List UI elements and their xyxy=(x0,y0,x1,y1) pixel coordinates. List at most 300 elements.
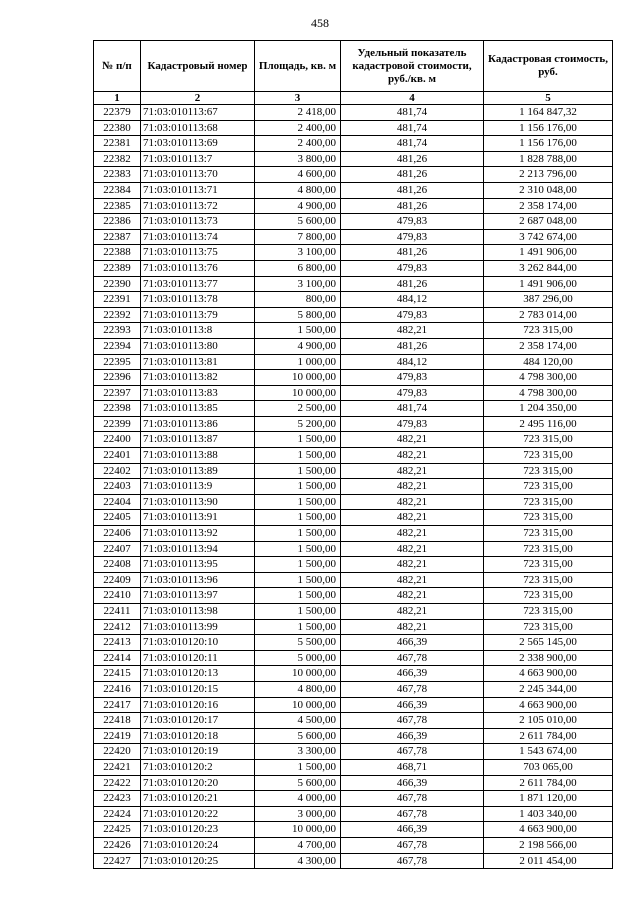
cadastral-value-cell: 2 011 454,00 xyxy=(484,853,613,869)
cadastral-value-cell: 2 338 900,00 xyxy=(484,650,613,666)
row-number-cell: 22402 xyxy=(94,463,141,479)
table-row xyxy=(94,775,613,791)
unit-value-cell: 479,83 xyxy=(341,307,484,323)
unit-value-cell: 482,21 xyxy=(341,588,484,604)
table-row xyxy=(94,401,613,417)
table-row xyxy=(94,385,613,401)
table-row xyxy=(94,370,613,386)
table-row xyxy=(94,276,613,292)
cadastral-number-cell: 71:03:010120:24 xyxy=(141,837,255,853)
table-row xyxy=(94,759,613,775)
area-cell: 4 800,00 xyxy=(255,681,341,697)
table-row xyxy=(94,650,613,666)
area-cell: 4 500,00 xyxy=(255,713,341,729)
column-number: 2 xyxy=(141,92,255,105)
unit-value-cell: 481,74 xyxy=(341,120,484,136)
row-number-cell: 22381 xyxy=(94,136,141,152)
cadastral-value-cell: 723 315,00 xyxy=(484,448,613,464)
cadastral-number-cell: 71:03:010113:8 xyxy=(141,323,255,339)
cadastral-number-cell: 71:03:010113:94 xyxy=(141,541,255,557)
row-number-cell: 22395 xyxy=(94,354,141,370)
row-number-cell: 22380 xyxy=(94,120,141,136)
cadastral-number-cell: 71:03:010120:10 xyxy=(141,635,255,651)
row-number-cell: 22416 xyxy=(94,681,141,697)
table-row xyxy=(94,354,613,370)
cadastral-number-cell: 71:03:010113:81 xyxy=(141,354,255,370)
table-row xyxy=(94,588,613,604)
area-cell: 1 500,00 xyxy=(255,557,341,573)
row-number-cell: 22384 xyxy=(94,182,141,198)
table-row xyxy=(94,479,613,495)
cadastral-number-cell: 71:03:010113:79 xyxy=(141,307,255,323)
table-row xyxy=(94,806,613,822)
cadastral-number-cell: 71:03:010113:72 xyxy=(141,198,255,214)
cadastral-number-cell: 71:03:010113:70 xyxy=(141,167,255,183)
area-cell: 2 400,00 xyxy=(255,136,341,152)
cadastral-value-cell: 723 315,00 xyxy=(484,557,613,573)
cadastral-value-cell: 723 315,00 xyxy=(484,588,613,604)
cadastral-number-cell: 71:03:010113:74 xyxy=(141,229,255,245)
row-number-cell: 22423 xyxy=(94,791,141,807)
cadastral-number-cell: 71:03:010113:76 xyxy=(141,260,255,276)
unit-value-cell: 479,83 xyxy=(341,260,484,276)
area-cell: 1 500,00 xyxy=(255,479,341,495)
cadastral-value-cell: 723 315,00 xyxy=(484,432,613,448)
area-cell: 10 000,00 xyxy=(255,697,341,713)
area-cell: 4 900,00 xyxy=(255,338,341,354)
cadastral-value-cell: 2 565 145,00 xyxy=(484,635,613,651)
cadastral-number-cell: 71:03:010120:19 xyxy=(141,744,255,760)
unit-value-cell: 484,12 xyxy=(341,292,484,308)
row-number-cell: 22420 xyxy=(94,744,141,760)
cadastral-number-cell: 71:03:010120:20 xyxy=(141,775,255,791)
unit-value-cell: 466,39 xyxy=(341,635,484,651)
table-row xyxy=(94,338,613,354)
cadastral-number-cell: 71:03:010113:78 xyxy=(141,292,255,308)
row-number-cell: 22424 xyxy=(94,806,141,822)
row-number-cell: 22411 xyxy=(94,604,141,620)
cadastral-number-cell: 71:03:010113:96 xyxy=(141,572,255,588)
unit-value-cell: 466,39 xyxy=(341,697,484,713)
cadastral-value-cell: 3 262 844,00 xyxy=(484,260,613,276)
row-number-cell: 22426 xyxy=(94,837,141,853)
area-cell: 1 500,00 xyxy=(255,463,341,479)
cadastral-number-cell: 71:03:010113:82 xyxy=(141,370,255,386)
unit-value-cell: 482,21 xyxy=(341,541,484,557)
cadastral-value-cell: 3 742 674,00 xyxy=(484,229,613,245)
cadastral-number-cell: 71:03:010120:15 xyxy=(141,681,255,697)
cadastral-value-cell: 1 491 906,00 xyxy=(484,276,613,292)
table-row xyxy=(94,182,613,198)
row-number-cell: 22409 xyxy=(94,572,141,588)
area-cell: 5 800,00 xyxy=(255,307,341,323)
cadastral-number-cell: 71:03:010113:91 xyxy=(141,510,255,526)
header-cadastral-value: Кадастровая стоимость, руб. xyxy=(484,41,613,92)
column-number: 5 xyxy=(484,92,613,105)
row-number-cell: 22427 xyxy=(94,853,141,869)
cadastral-number-cell: 71:03:010113:68 xyxy=(141,120,255,136)
cadastral-value-cell: 1 164 847,32 xyxy=(484,105,613,121)
cadastral-number-cell: 71:03:010113:87 xyxy=(141,432,255,448)
row-number-cell: 22415 xyxy=(94,666,141,682)
row-number-cell: 22386 xyxy=(94,214,141,230)
unit-value-cell: 482,21 xyxy=(341,448,484,464)
cadastral-number-cell: 71:03:010120:16 xyxy=(141,697,255,713)
cadastral-value-cell: 2 245 344,00 xyxy=(484,681,613,697)
unit-value-cell: 479,83 xyxy=(341,214,484,230)
cadastral-value-table xyxy=(93,40,613,869)
cadastral-value-cell: 4 798 300,00 xyxy=(484,385,613,401)
cadastral-value-cell: 723 315,00 xyxy=(484,604,613,620)
table-row xyxy=(94,510,613,526)
unit-value-cell: 467,78 xyxy=(341,744,484,760)
cadastral-value-cell: 723 315,00 xyxy=(484,323,613,339)
table-row xyxy=(94,448,613,464)
area-cell: 5 600,00 xyxy=(255,214,341,230)
unit-value-cell: 482,21 xyxy=(341,510,484,526)
row-number-cell: 22407 xyxy=(94,541,141,557)
table-row xyxy=(94,463,613,479)
row-number-cell: 22401 xyxy=(94,448,141,464)
unit-value-cell: 479,83 xyxy=(341,416,484,432)
row-number-cell: 22396 xyxy=(94,370,141,386)
cadastral-value-cell: 2 358 174,00 xyxy=(484,198,613,214)
cadastral-number-cell: 71:03:010113:73 xyxy=(141,214,255,230)
area-cell: 3 800,00 xyxy=(255,151,341,167)
area-cell: 7 800,00 xyxy=(255,229,341,245)
table-row xyxy=(94,853,613,869)
header-area: Площадь, кв. м xyxy=(255,41,341,92)
row-number-cell: 22421 xyxy=(94,759,141,775)
row-number-cell: 22393 xyxy=(94,323,141,339)
column-number: 1 xyxy=(94,92,141,105)
table-row xyxy=(94,541,613,557)
cadastral-number-cell: 71:03:010113:69 xyxy=(141,136,255,152)
row-number-cell: 22389 xyxy=(94,260,141,276)
header-unit-value: Удельный показатель кадастровой стоимости, руб./кв. м xyxy=(341,41,484,92)
cadastral-value-cell: 2 310 048,00 xyxy=(484,182,613,198)
table-row xyxy=(94,557,613,573)
unit-value-cell: 467,78 xyxy=(341,791,484,807)
table-row xyxy=(94,604,613,620)
area-cell: 800,00 xyxy=(255,292,341,308)
area-cell: 10 000,00 xyxy=(255,666,341,682)
cadastral-number-cell: 71:03:010113:95 xyxy=(141,557,255,573)
table-row xyxy=(94,713,613,729)
cadastral-number-cell: 71:03:010113:80 xyxy=(141,338,255,354)
area-cell: 5 600,00 xyxy=(255,775,341,791)
area-cell: 5 600,00 xyxy=(255,728,341,744)
unit-value-cell: 482,21 xyxy=(341,526,484,542)
cadastral-value-cell: 4 663 900,00 xyxy=(484,822,613,838)
area-cell: 3 000,00 xyxy=(255,806,341,822)
row-number-cell: 22388 xyxy=(94,245,141,261)
unit-value-cell: 481,26 xyxy=(341,167,484,183)
cadastral-value-cell: 723 315,00 xyxy=(484,526,613,542)
table-row xyxy=(94,105,613,121)
table-row xyxy=(94,744,613,760)
cadastral-number-cell: 71:03:010120:2 xyxy=(141,759,255,775)
cadastral-number-cell: 71:03:010113:86 xyxy=(141,416,255,432)
page-number: 458 xyxy=(311,16,329,30)
table-row xyxy=(94,229,613,245)
cadastral-number-cell: 71:03:010113:9 xyxy=(141,479,255,495)
unit-value-cell: 481,26 xyxy=(341,338,484,354)
cadastral-value-cell: 1 871 120,00 xyxy=(484,791,613,807)
unit-value-cell: 482,21 xyxy=(341,463,484,479)
area-cell: 1 500,00 xyxy=(255,448,341,464)
area-cell: 3 300,00 xyxy=(255,744,341,760)
unit-value-cell: 481,26 xyxy=(341,276,484,292)
area-cell: 2 500,00 xyxy=(255,401,341,417)
table-row xyxy=(94,245,613,261)
row-number-cell: 22391 xyxy=(94,292,141,308)
area-cell: 1 500,00 xyxy=(255,432,341,448)
row-number-cell: 22379 xyxy=(94,105,141,121)
table-row xyxy=(94,260,613,276)
unit-value-cell: 482,21 xyxy=(341,604,484,620)
area-cell: 1 500,00 xyxy=(255,572,341,588)
cadastral-value-cell: 1 403 340,00 xyxy=(484,806,613,822)
unit-value-cell: 479,83 xyxy=(341,229,484,245)
table-row xyxy=(94,307,613,323)
row-number-cell: 22405 xyxy=(94,510,141,526)
table-row xyxy=(94,416,613,432)
cadastral-number-cell: 71:03:010120:23 xyxy=(141,822,255,838)
table-row xyxy=(94,494,613,510)
area-cell: 1 500,00 xyxy=(255,323,341,339)
row-number-cell: 22382 xyxy=(94,151,141,167)
table-body xyxy=(94,105,613,869)
header-cadastral-number: Кадастровый номер xyxy=(141,41,255,92)
cadastral-value-cell: 2 687 048,00 xyxy=(484,214,613,230)
row-number-cell: 22403 xyxy=(94,479,141,495)
area-cell: 4 900,00 xyxy=(255,198,341,214)
area-cell: 1 500,00 xyxy=(255,604,341,620)
area-cell: 5 000,00 xyxy=(255,650,341,666)
unit-value-cell: 482,21 xyxy=(341,432,484,448)
cadastral-value-cell: 703 065,00 xyxy=(484,759,613,775)
cadastral-number-cell: 71:03:010113:99 xyxy=(141,619,255,635)
area-cell: 1 500,00 xyxy=(255,759,341,775)
cadastral-number-cell: 71:03:010120:21 xyxy=(141,791,255,807)
cadastral-number-cell: 71:03:010120:18 xyxy=(141,728,255,744)
cadastral-number-cell: 71:03:010113:75 xyxy=(141,245,255,261)
row-number-cell: 22397 xyxy=(94,385,141,401)
unit-value-cell: 482,21 xyxy=(341,494,484,510)
cadastral-value-cell: 1 156 176,00 xyxy=(484,120,613,136)
cadastral-value-cell: 2 213 796,00 xyxy=(484,167,613,183)
cadastral-value-cell: 723 315,00 xyxy=(484,619,613,635)
unit-value-cell: 466,39 xyxy=(341,728,484,744)
cadastral-value-cell: 1 543 674,00 xyxy=(484,744,613,760)
unit-value-cell: 481,26 xyxy=(341,198,484,214)
unit-value-cell: 467,78 xyxy=(341,806,484,822)
cadastral-number-cell: 71:03:010120:25 xyxy=(141,853,255,869)
area-cell: 2 400,00 xyxy=(255,120,341,136)
cadastral-number-cell: 71:03:010113:7 xyxy=(141,151,255,167)
table-row xyxy=(94,432,613,448)
cadastral-value-cell: 2 611 784,00 xyxy=(484,775,613,791)
cadastral-value-cell: 4 798 300,00 xyxy=(484,370,613,386)
cadastral-number-cell: 71:03:010120:11 xyxy=(141,650,255,666)
area-cell: 5 500,00 xyxy=(255,635,341,651)
cadastral-value-cell: 2 358 174,00 xyxy=(484,338,613,354)
cadastral-number-cell: 71:03:010120:22 xyxy=(141,806,255,822)
unit-value-cell: 481,26 xyxy=(341,245,484,261)
row-number-cell: 22390 xyxy=(94,276,141,292)
cadastral-value-cell: 2 198 566,00 xyxy=(484,837,613,853)
unit-value-cell: 466,39 xyxy=(341,775,484,791)
cadastral-number-cell: 71:03:010113:83 xyxy=(141,385,255,401)
area-cell: 10 000,00 xyxy=(255,385,341,401)
unit-value-cell: 481,74 xyxy=(341,136,484,152)
row-number-cell: 22383 xyxy=(94,167,141,183)
cadastral-value-cell: 723 315,00 xyxy=(484,541,613,557)
row-number-cell: 22410 xyxy=(94,588,141,604)
unit-value-cell: 466,39 xyxy=(341,666,484,682)
unit-value-cell: 482,21 xyxy=(341,619,484,635)
area-cell: 10 000,00 xyxy=(255,370,341,386)
area-cell: 5 200,00 xyxy=(255,416,341,432)
column-number: 4 xyxy=(341,92,484,105)
table-row xyxy=(94,681,613,697)
row-number-cell: 22413 xyxy=(94,635,141,651)
area-cell: 1 500,00 xyxy=(255,494,341,510)
unit-value-cell: 479,83 xyxy=(341,385,484,401)
unit-value-cell: 467,78 xyxy=(341,837,484,853)
area-cell: 3 100,00 xyxy=(255,245,341,261)
row-number-cell: 22392 xyxy=(94,307,141,323)
area-cell: 2 418,00 xyxy=(255,105,341,121)
row-number-cell: 22394 xyxy=(94,338,141,354)
area-cell: 1 500,00 xyxy=(255,588,341,604)
area-cell: 1 500,00 xyxy=(255,541,341,557)
cadastral-value-cell: 2 495 116,00 xyxy=(484,416,613,432)
unit-value-cell: 479,83 xyxy=(341,370,484,386)
row-number-cell: 22408 xyxy=(94,557,141,573)
cadastral-value-cell: 723 315,00 xyxy=(484,572,613,588)
unit-value-cell: 481,26 xyxy=(341,151,484,167)
cadastral-number-cell: 71:03:010113:89 xyxy=(141,463,255,479)
area-cell: 4 000,00 xyxy=(255,791,341,807)
column-number: 3 xyxy=(255,92,341,105)
table-row xyxy=(94,151,613,167)
header-row-number: № п/п xyxy=(94,41,141,92)
unit-value-cell: 468,71 xyxy=(341,759,484,775)
unit-value-cell: 467,78 xyxy=(341,650,484,666)
table-row xyxy=(94,323,613,339)
area-cell: 1 500,00 xyxy=(255,526,341,542)
row-number-cell: 22400 xyxy=(94,432,141,448)
cadastral-value-cell: 4 663 900,00 xyxy=(484,666,613,682)
table-row xyxy=(94,136,613,152)
cadastral-number-cell: 71:03:010113:90 xyxy=(141,494,255,510)
header-row xyxy=(94,41,613,92)
table-row xyxy=(94,822,613,838)
table-row xyxy=(94,526,613,542)
cadastral-number-cell: 71:03:010113:85 xyxy=(141,401,255,417)
cadastral-number-cell: 71:03:010113:98 xyxy=(141,604,255,620)
row-number-cell: 22414 xyxy=(94,650,141,666)
cadastral-value-cell: 723 315,00 xyxy=(484,479,613,495)
table-row xyxy=(94,167,613,183)
cadastral-value-cell: 723 315,00 xyxy=(484,494,613,510)
cadastral-number-cell: 71:03:010120:13 xyxy=(141,666,255,682)
table-row xyxy=(94,837,613,853)
unit-value-cell: 482,21 xyxy=(341,479,484,495)
row-number-cell: 22385 xyxy=(94,198,141,214)
area-cell: 1 500,00 xyxy=(255,619,341,635)
cadastral-value-cell: 1 156 176,00 xyxy=(484,136,613,152)
unit-value-cell: 481,26 xyxy=(341,182,484,198)
cadastral-number-cell: 71:03:010113:88 xyxy=(141,448,255,464)
area-cell: 3 100,00 xyxy=(255,276,341,292)
unit-value-cell: 467,78 xyxy=(341,853,484,869)
area-cell: 1 500,00 xyxy=(255,510,341,526)
cadastral-number-cell: 71:03:010113:92 xyxy=(141,526,255,542)
cadastral-value-cell: 1 204 350,00 xyxy=(484,401,613,417)
cadastral-value-cell: 484 120,00 xyxy=(484,354,613,370)
row-number-cell: 22399 xyxy=(94,416,141,432)
table-row xyxy=(94,791,613,807)
area-cell: 4 700,00 xyxy=(255,837,341,853)
cadastral-number-cell: 71:03:010113:71 xyxy=(141,182,255,198)
cadastral-number-cell: 71:03:010113:97 xyxy=(141,588,255,604)
row-number-cell: 22412 xyxy=(94,619,141,635)
area-cell: 4 800,00 xyxy=(255,182,341,198)
table-row xyxy=(94,214,613,230)
row-number-cell: 22398 xyxy=(94,401,141,417)
unit-value-cell: 482,21 xyxy=(341,572,484,588)
column-number-row xyxy=(94,92,613,105)
cadastral-number-cell: 71:03:010120:17 xyxy=(141,713,255,729)
table-row xyxy=(94,635,613,651)
unit-value-cell: 481,74 xyxy=(341,105,484,121)
row-number-cell: 22422 xyxy=(94,775,141,791)
row-number-cell: 22387 xyxy=(94,229,141,245)
unit-value-cell: 467,78 xyxy=(341,713,484,729)
row-number-cell: 22406 xyxy=(94,526,141,542)
cadastral-value-cell: 387 296,00 xyxy=(484,292,613,308)
unit-value-cell: 484,12 xyxy=(341,354,484,370)
area-cell: 4 600,00 xyxy=(255,167,341,183)
cadastral-number-cell: 71:03:010113:67 xyxy=(141,105,255,121)
table-row xyxy=(94,619,613,635)
table-row xyxy=(94,666,613,682)
area-cell: 6 800,00 xyxy=(255,260,341,276)
cadastral-number-cell: 71:03:010113:77 xyxy=(141,276,255,292)
unit-value-cell: 482,21 xyxy=(341,323,484,339)
cadastral-value-cell: 1 491 906,00 xyxy=(484,245,613,261)
area-cell: 10 000,00 xyxy=(255,822,341,838)
table-row xyxy=(94,292,613,308)
table-row xyxy=(94,120,613,136)
area-cell: 1 000,00 xyxy=(255,354,341,370)
unit-value-cell: 467,78 xyxy=(341,681,484,697)
unit-value-cell: 466,39 xyxy=(341,822,484,838)
cadastral-value-cell: 2 783 014,00 xyxy=(484,307,613,323)
table-row xyxy=(94,697,613,713)
table-row xyxy=(94,572,613,588)
row-number-cell: 22418 xyxy=(94,713,141,729)
table-row xyxy=(94,198,613,214)
unit-value-cell: 482,21 xyxy=(341,557,484,573)
row-number-cell: 22419 xyxy=(94,728,141,744)
row-number-cell: 22417 xyxy=(94,697,141,713)
area-cell: 4 300,00 xyxy=(255,853,341,869)
cadastral-value-cell: 2 611 784,00 xyxy=(484,728,613,744)
